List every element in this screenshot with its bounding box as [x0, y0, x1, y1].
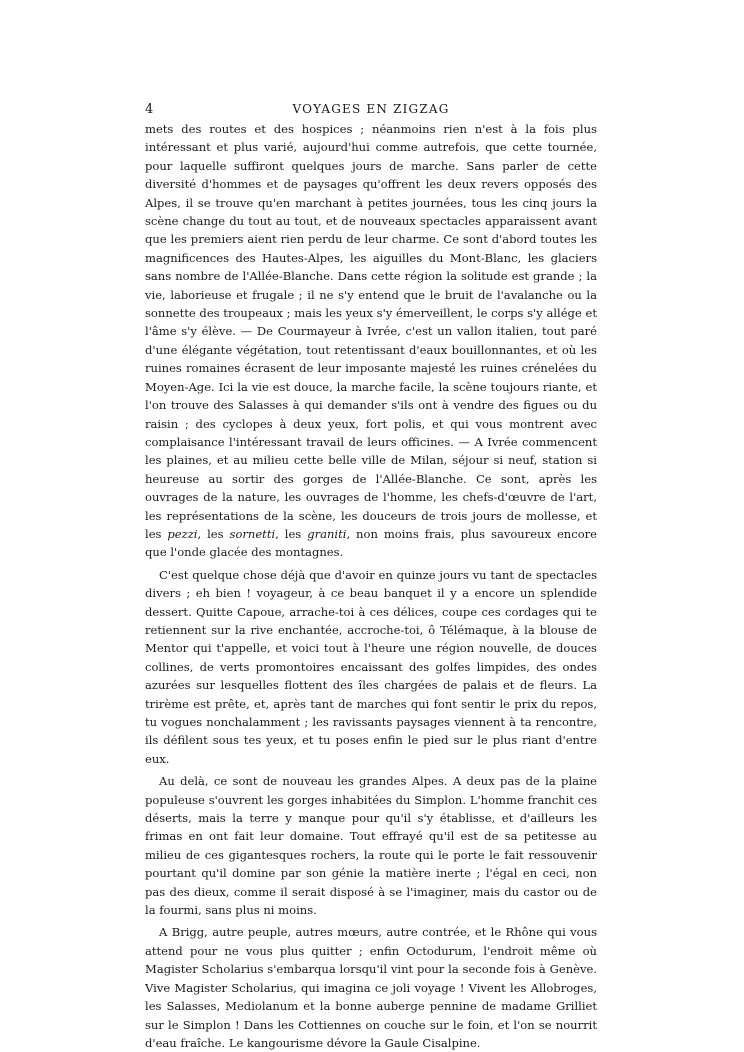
- text-run: A Brigg, autre peuple, autres mœurs, autre contrée, et le Rhône qui vous attend pour ne vous plus quitter ; enfin Octodurum, l'endroit même où Magister Scholarius s'embarqua lorsqu'il vint pour la seconde fois à Genève. Vive Magister Scholarius, qui imagina ce joli voyage ! Vivent les Allobroges, les Salasses, Mediolanum et la bonne auberge pennine de madame Grilliet sur le Simplon ! Dans les Cottiennes on couche sur le foin, et l'on se nourrit d'eau fraîche. Le kangourisme dévore la Gaule Cisalpine.: [145, 925, 597, 1050]
- paragraph-3: [145, 772, 597, 919]
- text-run: , les: [275, 526, 308, 541]
- page-header: [145, 100, 597, 120]
- running-title: VOYAGES EN ZIGZAG: [292, 102, 450, 116]
- text-run: mets des routes et des hospices ; néanmoins rien n'est à la fois plus intéressant et plus varié, aujourd'hui comme autrefois, que cette tournée, pour laquelle suffiront quelques jours de marche. Sans parler de cette diversité d'hommes et de paysages qu'offrent les deux revers opposés des Alpes, il se trouve qu'en marchant à petites journées, tous les cinq jours la scène change du tout au tout, et de nouveaux spectacles apparaissent avant que les premiers aient rien perdu de leur charme. Ce sont d'abord toutes les magnificences des Hautes-Alpes, les aiguilles du Mont-Blanc, les glaciers sans nombre de l'Allée-Blanche. Dans cette région la solitude est grande ; la vie, laborieuse et frugale ; il ne s'y entend que le bruit de l'avalanche ou la sonnette des troupeaux ; mais les yeux s'y émerveillent, le corps s'y allége et l'âme s'y élève. — De Courmayeur à Ivrée, c'est un vallon italien, tout paré d'une élégante végétation, tout retentissant d'eaux bouillonnantes, et où les ruines romaines écrasent de leur imposante majesté les ruines crénelées du Moyen-Age. Ici la vie est douce, la marche facile, la scène toujours riante, et l'on trouve des Salasses à qui demander s'ils ont à vendre des figues ou du raisin ; des cyclopes à deux yeux, fort polis, et qui vous montrent avec complaisance l'intéressant travail de leurs officines. — A Ivrée commencent les plaines, et au milieu cette belle ville de Milan, séjour si neuf, station si heureuse au sortir des gorges de l'Allée-Blanche. Ce sont, après les ouvrages de la nature, les ouvrages de l'homme, les chefs-d'œuvre de l'art, les représentations de la scène, les douceurs de trois jours de mollesse, et les: [145, 122, 597, 541]
- italic-term-sornetti: sornetti: [229, 526, 276, 541]
- italic-term-graniti: graniti: [307, 526, 347, 541]
- text-run: , non moins frais, plus savoureux encore que l'onde glacée des montagnes.: [145, 526, 598, 560]
- text-run: , les: [197, 526, 230, 541]
- page-number: 4: [145, 102, 155, 117]
- book-page: [145, 100, 597, 1052]
- italic-term-pezzi: pezzi: [167, 526, 198, 541]
- paragraph-1: [145, 120, 597, 562]
- paragraph-4: [145, 923, 597, 1052]
- text-run: Au delà, ce sont de nouveau les grandes Alpes. A deux pas de la plaine populeuse s'ouvrent les gorges inhabitées du Simplon. L'homme franchit ces déserts, mais la terre y manque pour qu'il s'y établisse, et d'ailleurs les frimas en ont fait leur domaine. Tout effrayé qu'il est de sa petitesse au milieu de ces gigantesques rochers, la route qui le porte le fait ressouvenir pourtant qu'il domine par son génie la matière inerte ; l'égal en ceci, non pas des dieux, comme il serait disposé à se l'imaginer, mais du castor ou de la fourmi, sans plus ni moins.: [145, 774, 597, 918]
- paragraph-2: [145, 566, 597, 768]
- text-run: C'est quelque chose déjà que d'avoir en quinze jours vu tant de spectacles divers ; eh bien ! voyageur, à ce beau banquet il y a encore un splendide dessert. Quitte Capoue, arrache-toi à ces délices, coupe ces cordages qui te retiennent sur la rive enchantée, accroche-toi, ô Télémaque, à la blouse de Mentor qui t'appelle, et voici tout à l'heure une région nouvelle, de douces collines, de verts promontoires encaissant des golfes limpides, des ondes azurées sur lesquelles flottent des îles chargées de palais et de fleurs. La trirème est prête, et, après tant de marches qui font sentir le prix du repos, tu vogues nonchalamment ; les ravissants paysages viennent à ta rencontre, ils défilent sous tes yeux, et tu poses enfin le pied sur le plus riant d'entre eux.: [145, 567, 597, 766]
